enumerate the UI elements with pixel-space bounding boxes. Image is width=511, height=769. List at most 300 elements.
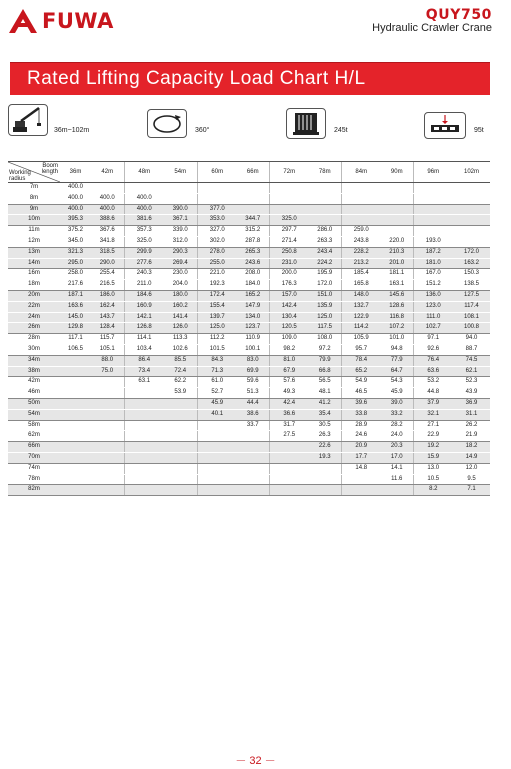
capacity-cell: 45.9 [197, 398, 237, 409]
radius-cell: 9m [8, 204, 60, 215]
capacity-cell [124, 388, 164, 399]
counterweight-icon [287, 109, 325, 138]
capacity-cell [124, 431, 164, 442]
column-header: 72m [269, 162, 309, 183]
capacity-cell: 302.0 [197, 236, 237, 247]
capacity-cell [237, 463, 269, 474]
capacity-cell: 79.9 [309, 355, 341, 366]
column-header: 54m [164, 162, 197, 183]
capacity-cell [60, 474, 91, 485]
capacity-cell: 139.7 [197, 312, 237, 323]
capacity-cell: 102.7 [413, 323, 453, 334]
capacity-cell: 100.8 [453, 323, 490, 334]
capacity-cell [453, 226, 490, 237]
capacity-cell: 125.0 [197, 323, 237, 334]
capacity-cell: 48.1 [309, 388, 341, 399]
capacity-cell: 106.5 [60, 344, 91, 355]
crane-boom-icon [9, 105, 47, 135]
capacity-cell [309, 204, 341, 215]
capacity-cell: 20.9 [341, 442, 381, 453]
capacity-cell: 353.0 [197, 215, 237, 226]
capacity-cell: 395.3 [60, 215, 91, 226]
radius-cell: 20m [8, 290, 60, 301]
capacity-cell [91, 183, 124, 194]
capacity-cell [164, 463, 197, 474]
capacity-cell: 52.3 [453, 377, 490, 388]
capacity-cell: 295.0 [60, 258, 91, 269]
capacity-cell [164, 474, 197, 485]
capacity-cell: 72.4 [164, 366, 197, 377]
capacity-cell [197, 485, 237, 496]
radius-cell: 14m [8, 258, 60, 269]
capacity-cell: 400.0 [60, 183, 91, 194]
radius-cell: 16m [8, 269, 60, 280]
capacity-cell: 71.3 [197, 366, 237, 377]
table-corner-header [8, 162, 60, 183]
capacity-cell: 105.1 [91, 344, 124, 355]
capacity-cell: 172.0 [453, 247, 490, 258]
capacity-cell: 145.6 [381, 290, 413, 301]
capacity-cell: 128.6 [381, 301, 413, 312]
capacity-cell: 101.5 [197, 344, 237, 355]
capacity-cell: 19.3 [309, 452, 341, 463]
capacity-cell: 125.0 [309, 312, 341, 323]
capacity-cell: 53.2 [413, 377, 453, 388]
radius-cell: 82m [8, 485, 60, 496]
capacity-cell: 33.2 [381, 409, 413, 420]
brand-name: FUWA [42, 9, 114, 33]
capacity-cell [269, 474, 309, 485]
capacity-cell: 122.9 [341, 312, 381, 323]
capacity-cell: 73.4 [124, 366, 164, 377]
capacity-cell: 263.3 [309, 236, 341, 247]
capacity-cell [413, 215, 453, 226]
capacity-cell: 17.0 [381, 452, 413, 463]
capacity-cell: 31.7 [269, 420, 309, 431]
capacity-cell: 290.0 [91, 258, 124, 269]
capacity-cell: 108.1 [453, 312, 490, 323]
capacity-cell: 100.1 [237, 344, 269, 355]
capacity-cell [60, 355, 91, 366]
capacity-cell: 61.0 [197, 377, 237, 388]
capacity-cell: 147.9 [237, 301, 269, 312]
capacity-cell: 312.0 [164, 236, 197, 247]
capacity-cell: 88.0 [91, 355, 124, 366]
table-row [8, 366, 490, 377]
capacity-cell: 28.2 [381, 420, 413, 431]
capacity-cell: 94.0 [453, 334, 490, 345]
boom-config-box [8, 104, 48, 136]
capacity-cell: 193.0 [413, 236, 453, 247]
capacity-cell: 230.0 [164, 269, 197, 280]
capacity-cell [91, 398, 124, 409]
capacity-cell: 315.2 [237, 226, 269, 237]
capacity-cell: 37.9 [413, 398, 453, 409]
capacity-cell [381, 183, 413, 194]
capacity-cell: 105.9 [341, 334, 381, 345]
capacity-cell: 15.9 [413, 452, 453, 463]
capacity-cell: 36.9 [453, 398, 490, 409]
counterweight-config-box [286, 108, 326, 139]
capacity-cell [91, 409, 124, 420]
capacity-cell: 110.9 [237, 334, 269, 345]
capacity-cell: 123.0 [413, 301, 453, 312]
capacity-cell: 163.2 [453, 258, 490, 269]
capacity-cell: 27.1 [413, 420, 453, 431]
capacity-cell: 278.0 [197, 247, 237, 258]
capacity-cell [413, 183, 453, 194]
rotation-label: 360° [195, 127, 210, 134]
capacity-cell: 151.0 [309, 290, 341, 301]
capacity-cell: 184.6 [124, 290, 164, 301]
capacity-cell [197, 442, 237, 453]
capacity-cell [269, 183, 309, 194]
table-row [8, 301, 490, 312]
capacity-cell [381, 485, 413, 496]
radius-cell: 24m [8, 312, 60, 323]
capacity-cell [91, 474, 124, 485]
column-header: 96m [413, 162, 453, 183]
capacity-cell [60, 431, 91, 442]
capacity-cell [60, 398, 91, 409]
table-row [8, 485, 490, 496]
column-header: 84m [341, 162, 381, 183]
capacity-cell [91, 420, 124, 431]
table-body [8, 183, 490, 496]
capacity-cell: 318.5 [91, 247, 124, 258]
capacity-cell: 269.4 [164, 258, 197, 269]
capacity-cell: 143.7 [91, 312, 124, 323]
radius-cell: 11m [8, 226, 60, 237]
capacity-cell: 258.0 [60, 269, 91, 280]
capacity-cell: 77.9 [381, 355, 413, 366]
boom-length-label: 36m~102m [54, 127, 90, 134]
capacity-cell [237, 452, 269, 463]
capacity-cell [197, 431, 237, 442]
capacity-cell: 62.2 [164, 377, 197, 388]
radius-cell: 26m [8, 323, 60, 334]
capacity-cell: 17.7 [341, 452, 381, 463]
radius-cell: 38m [8, 366, 60, 377]
capacity-cell [309, 485, 341, 496]
capacity-cell [341, 485, 381, 496]
capacity-cell: 11.6 [381, 474, 413, 485]
capacity-cell: 24.6 [341, 431, 381, 442]
capacity-cell: 24.0 [381, 431, 413, 442]
radius-cell: 54m [8, 409, 60, 420]
capacity-cell [124, 183, 164, 194]
capacity-cell [60, 442, 91, 453]
capacity-cell: 57.6 [269, 377, 309, 388]
table-row [8, 398, 490, 409]
capacity-cell: 35.4 [309, 409, 341, 420]
radius-cell: 8m [8, 193, 60, 204]
capacity-cell: 344.7 [237, 215, 269, 226]
capacity-cell: 14.9 [453, 452, 490, 463]
capacity-cell: 167.0 [413, 269, 453, 280]
capacity-cell [197, 193, 237, 204]
capacity-cell: 220.0 [381, 236, 413, 247]
capacity-cell: 375.2 [60, 226, 91, 237]
radius-cell: 58m [8, 420, 60, 431]
capacity-cell: 162.4 [91, 301, 124, 312]
capacity-cell [269, 485, 309, 496]
capacity-cell [341, 474, 381, 485]
capacity-cell: 341.8 [91, 236, 124, 247]
table-row [8, 409, 490, 420]
capacity-cell [237, 442, 269, 453]
capacity-cell [164, 398, 197, 409]
capacity-cell: 33.7 [237, 420, 269, 431]
capacity-cell [309, 474, 341, 485]
load-chart-table [8, 161, 490, 496]
radius-cell: 18m [8, 280, 60, 291]
capacity-cell: 150.3 [453, 269, 490, 280]
capacity-cell: 120.5 [269, 323, 309, 334]
capacity-cell [341, 183, 381, 194]
capacity-cell: 367.6 [91, 226, 124, 237]
capacity-cell: 18.2 [453, 442, 490, 453]
capacity-cell: 14.1 [381, 463, 413, 474]
capacity-cell: 41.2 [309, 398, 341, 409]
radius-cell: 28m [8, 334, 60, 345]
capacity-cell: 66.8 [309, 366, 341, 377]
capacity-cell: 112.2 [197, 334, 237, 345]
table-row [8, 258, 490, 269]
table-row [8, 452, 490, 463]
capacity-cell: 186.0 [91, 290, 124, 301]
capacity-cell: 367.1 [164, 215, 197, 226]
radius-cell: 7m [8, 183, 60, 194]
capacity-cell: 187.2 [413, 247, 453, 258]
capacity-cell: 64.7 [381, 366, 413, 377]
capacity-cell [164, 420, 197, 431]
capacity-cell: 200.0 [269, 269, 309, 280]
capacity-cell: 67.9 [269, 366, 309, 377]
table-header-row [8, 162, 490, 183]
table-row [8, 215, 490, 226]
table-row [8, 226, 490, 237]
capacity-cell: 85.5 [164, 355, 197, 366]
capacity-cell [60, 452, 91, 463]
capacity-cell: 172.0 [309, 280, 341, 291]
counterweight-label: 245t [334, 127, 348, 134]
capacity-cell [269, 452, 309, 463]
capacity-cell: 38.6 [237, 409, 269, 420]
column-header: 66m [237, 162, 269, 183]
radius-cell: 12m [8, 236, 60, 247]
capacity-cell: 63.6 [413, 366, 453, 377]
capacity-cell: 138.5 [453, 280, 490, 291]
table-row [8, 377, 490, 388]
capacity-cell: 160.2 [164, 301, 197, 312]
radius-cell: 78m [8, 474, 60, 485]
model-subtitle: Hydraulic Crawler Crane [372, 22, 492, 34]
radius-cell: 66m [8, 442, 60, 453]
capacity-cell: 126.0 [164, 323, 197, 334]
capacity-cell [60, 388, 91, 399]
capacity-cell [341, 215, 381, 226]
radius-cell: 70m [8, 452, 60, 463]
table-row [8, 463, 490, 474]
capacity-cell: 43.9 [453, 388, 490, 399]
capacity-cell: 54.3 [381, 377, 413, 388]
capacity-cell: 157.0 [269, 290, 309, 301]
capacity-cell: 240.3 [124, 269, 164, 280]
capacity-cell: 69.9 [237, 366, 269, 377]
capacity-cell [124, 442, 164, 453]
capacity-cell [164, 409, 197, 420]
capacity-cell: 255.0 [197, 258, 237, 269]
capacity-cell: 78.4 [341, 355, 381, 366]
capacity-cell [309, 463, 341, 474]
capacity-cell [124, 398, 164, 409]
capacity-cell: 243.6 [237, 258, 269, 269]
capacity-cell [453, 183, 490, 194]
capacity-cell: 101.0 [381, 334, 413, 345]
capacity-cell: 36.6 [269, 409, 309, 420]
capacity-cell [413, 226, 453, 237]
capacity-cell: 30.5 [309, 420, 341, 431]
capacity-cell [309, 183, 341, 194]
capacity-cell: 88.7 [453, 344, 490, 355]
capacity-cell [197, 474, 237, 485]
capacity-cell [197, 420, 237, 431]
capacity-cell [60, 409, 91, 420]
capacity-cell: 400.0 [91, 193, 124, 204]
table-row [8, 431, 490, 442]
capacity-cell [124, 420, 164, 431]
table-row [8, 420, 490, 431]
capacity-cell [60, 463, 91, 474]
capacity-cell: 165.8 [341, 280, 381, 291]
capacity-cell: 142.4 [269, 301, 309, 312]
table-row [8, 312, 490, 323]
capacity-cell: 95.7 [341, 344, 381, 355]
capacity-cell: 51.3 [237, 388, 269, 399]
capacity-cell: 181.1 [381, 269, 413, 280]
capacity-cell: 180.0 [164, 290, 197, 301]
capacity-cell [269, 193, 309, 204]
capacity-cell: 129.8 [60, 323, 91, 334]
capacity-cell: 14.8 [341, 463, 381, 474]
capacity-cell [124, 485, 164, 496]
capacity-cell: 107.2 [381, 323, 413, 334]
capacity-cell: 134.0 [237, 312, 269, 323]
capacity-cell [91, 463, 124, 474]
capacity-cell: 12.0 [453, 463, 490, 474]
radius-cell: 10m [8, 215, 60, 226]
capacity-cell: 187.1 [60, 290, 91, 301]
capacity-cell: 53.9 [164, 388, 197, 399]
capacity-cell: 81.0 [269, 355, 309, 366]
capacity-cell: 381.6 [124, 215, 164, 226]
capacity-cell: 208.0 [237, 269, 269, 280]
capacity-cell: 31.1 [453, 409, 490, 420]
capacity-cell: 299.9 [124, 247, 164, 258]
capacity-cell [341, 204, 381, 215]
capacity-cell: 39.6 [341, 398, 381, 409]
radius-cell: 42m [8, 377, 60, 388]
capacity-cell [237, 431, 269, 442]
capacity-cell: 163.1 [381, 280, 413, 291]
capacity-cell: 39.0 [381, 398, 413, 409]
capacity-cell [124, 474, 164, 485]
table-row [8, 193, 490, 204]
capacity-cell: 192.3 [197, 280, 237, 291]
capacity-cell [91, 442, 124, 453]
capacity-cell: 45.9 [381, 388, 413, 399]
capacity-cell: 388.6 [91, 215, 124, 226]
capacity-cell: 345.0 [60, 236, 91, 247]
capacity-cell: 390.0 [164, 204, 197, 215]
capacity-cell: 243.4 [309, 247, 341, 258]
capacity-cell: 204.0 [164, 280, 197, 291]
capacity-cell: 210.3 [381, 247, 413, 258]
table-row [8, 204, 490, 215]
capacity-cell: 83.0 [237, 355, 269, 366]
capacity-cell: 103.4 [124, 344, 164, 355]
capacity-cell: 113.3 [164, 334, 197, 345]
radius-cell: 30m [8, 344, 60, 355]
model-name: QUY750 [425, 7, 492, 23]
capacity-cell [237, 204, 269, 215]
capacity-cell: 86.4 [124, 355, 164, 366]
capacity-cell: 59.6 [237, 377, 269, 388]
capacity-cell: 201.0 [381, 258, 413, 269]
capacity-cell: 277.6 [124, 258, 164, 269]
capacity-cell: 181.0 [413, 258, 453, 269]
capacity-cell: 176.3 [269, 280, 309, 291]
capacity-cell [381, 193, 413, 204]
capacity-cell: 63.1 [124, 377, 164, 388]
column-header: 90m [381, 162, 413, 183]
capacity-cell [197, 452, 237, 463]
table-row [8, 290, 490, 301]
table-row [8, 344, 490, 355]
capacity-cell [309, 215, 341, 226]
capacity-cell: 287.8 [237, 236, 269, 247]
table-row [8, 183, 490, 194]
capacity-cell [60, 485, 91, 496]
capacity-cell: 148.0 [341, 290, 381, 301]
carbody-icon [425, 113, 465, 138]
capacity-cell: 22.6 [309, 442, 341, 453]
rotation-360-icon [148, 110, 186, 137]
capacity-cell: 75.0 [91, 366, 124, 377]
working-radius-header: Working radius [9, 170, 31, 182]
capacity-cell: 65.2 [341, 366, 381, 377]
capacity-cell: 400.0 [60, 204, 91, 215]
capacity-cell: 130.4 [269, 312, 309, 323]
capacity-cell: 145.0 [60, 312, 91, 323]
capacity-cell: 325.0 [269, 215, 309, 226]
capacity-cell [269, 442, 309, 453]
capacity-cell [453, 215, 490, 226]
capacity-cell: 46.5 [341, 388, 381, 399]
capacity-cell: 49.3 [269, 388, 309, 399]
column-header: 48m [124, 162, 164, 183]
capacity-cell [309, 193, 341, 204]
capacity-cell: 40.1 [197, 409, 237, 420]
capacity-cell: 184.0 [237, 280, 269, 291]
radius-cell: 46m [8, 388, 60, 399]
column-header: 78m [309, 162, 341, 183]
capacity-cell [453, 204, 490, 215]
capacity-cell: 400.0 [124, 193, 164, 204]
column-header: 42m [91, 162, 124, 183]
capacity-cell [164, 193, 197, 204]
